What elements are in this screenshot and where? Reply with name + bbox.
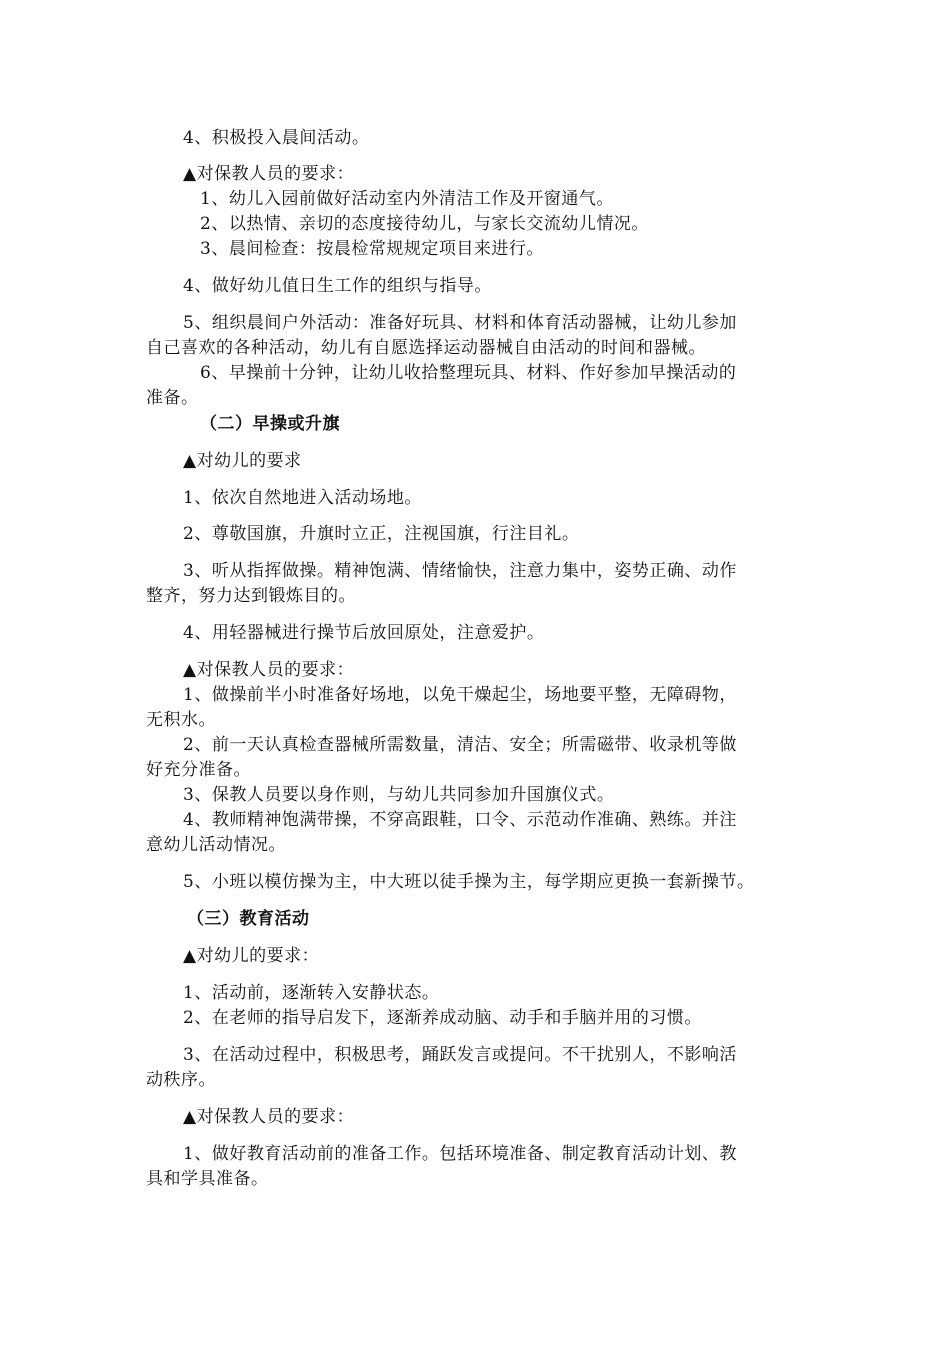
paragraph: 准备。 [146,388,199,408]
section-heading: （三）教育活动 [187,909,310,929]
paragraph: 意幼儿活动情况。 [146,835,286,855]
paragraph: 2、以热情、亲切的态度接待幼儿，与家长交流幼儿情况。 [200,214,649,234]
paragraph: 动秩序。 [146,1070,216,1090]
paragraph: 2、在老师的指导启发下，逐渐养成动脑、动手和手脑并用的习惯。 [183,1008,702,1028]
requirement-heading: ▲对保教人员的要求： [183,164,355,184]
paragraph: 3、保教人员要以身作则，与幼儿共同参加升国旗仪式。 [183,785,615,805]
paragraph: 1、活动前，逐渐转入安静状态。 [183,983,440,1003]
requirement-heading: ▲对保教人员的要求： [183,1107,355,1127]
paragraph: 1、依次自然地进入活动场地。 [183,488,422,508]
paragraph: 2、前一天认真检查器械所需数量，清洁、安全；所需磁带、收录机等做 [183,735,737,755]
paragraph: 3、在活动过程中，积极思考，踊跃发言或提问。不干扰别人，不影响活 [183,1045,737,1065]
paragraph: 4、用轻器械进行操节后放回原处，注意爱护。 [183,623,545,643]
paragraph: 5、小班以模仿操为主，中大班以徒手操为主，每学期应更换一套新操节。 [183,872,755,892]
paragraph: 4、积极投入晨间活动。 [183,128,370,148]
paragraph: 1、幼儿入园前做好活动室内外清洁工作及开窗通气。 [200,189,614,209]
paragraph: 整齐，努力达到锻炼目的。 [146,586,356,606]
paragraph: 3、听从指挥做操。精神饱满、情绪愉快，注意力集中，姿势正确、动作 [183,561,737,581]
requirement-heading: ▲对幼儿的要求： [183,946,320,966]
paragraph: 无积水。 [146,710,216,730]
paragraph: 好充分准备。 [146,760,251,780]
paragraph: 4、做好幼儿值日生工作的组织与指导。 [183,276,492,296]
paragraph: 6、早操前十分钟，让幼儿收拾整理玩具、材料、作好参加早操活动的 [200,363,737,383]
requirement-heading: ▲对保教人员的要求： [183,660,355,680]
paragraph: 具和学具准备。 [146,1169,269,1189]
requirement-heading: ▲对幼儿的要求 [183,451,302,471]
paragraph: 1、做操前半小时准备好场地，以免干燥起尘，场地要平整，无障碍物， [183,685,737,705]
paragraph: 1、做好教育活动前的准备工作。包括环境准备、制定教育活动计划、教 [183,1144,737,1164]
paragraph: 2、尊敬国旗，升旗时立正，注视国旗，行注目礼。 [183,524,580,544]
paragraph: 3、晨间检查：按晨检常规规定项目来进行。 [200,239,544,259]
section-heading: （二）早操或升旗 [200,414,340,434]
paragraph: 自己喜欢的各种活动，幼儿有自愿选择运动器械自由活动的时间和器械。 [146,338,706,358]
paragraph: 4、教师精神饱满带操，不穿高跟鞋，口令、示范动作准确、熟练。并注 [183,810,737,830]
paragraph: 5、组织晨间户外活动：准备好玩具、材料和体育活动器械，让幼儿参加 [183,313,737,333]
